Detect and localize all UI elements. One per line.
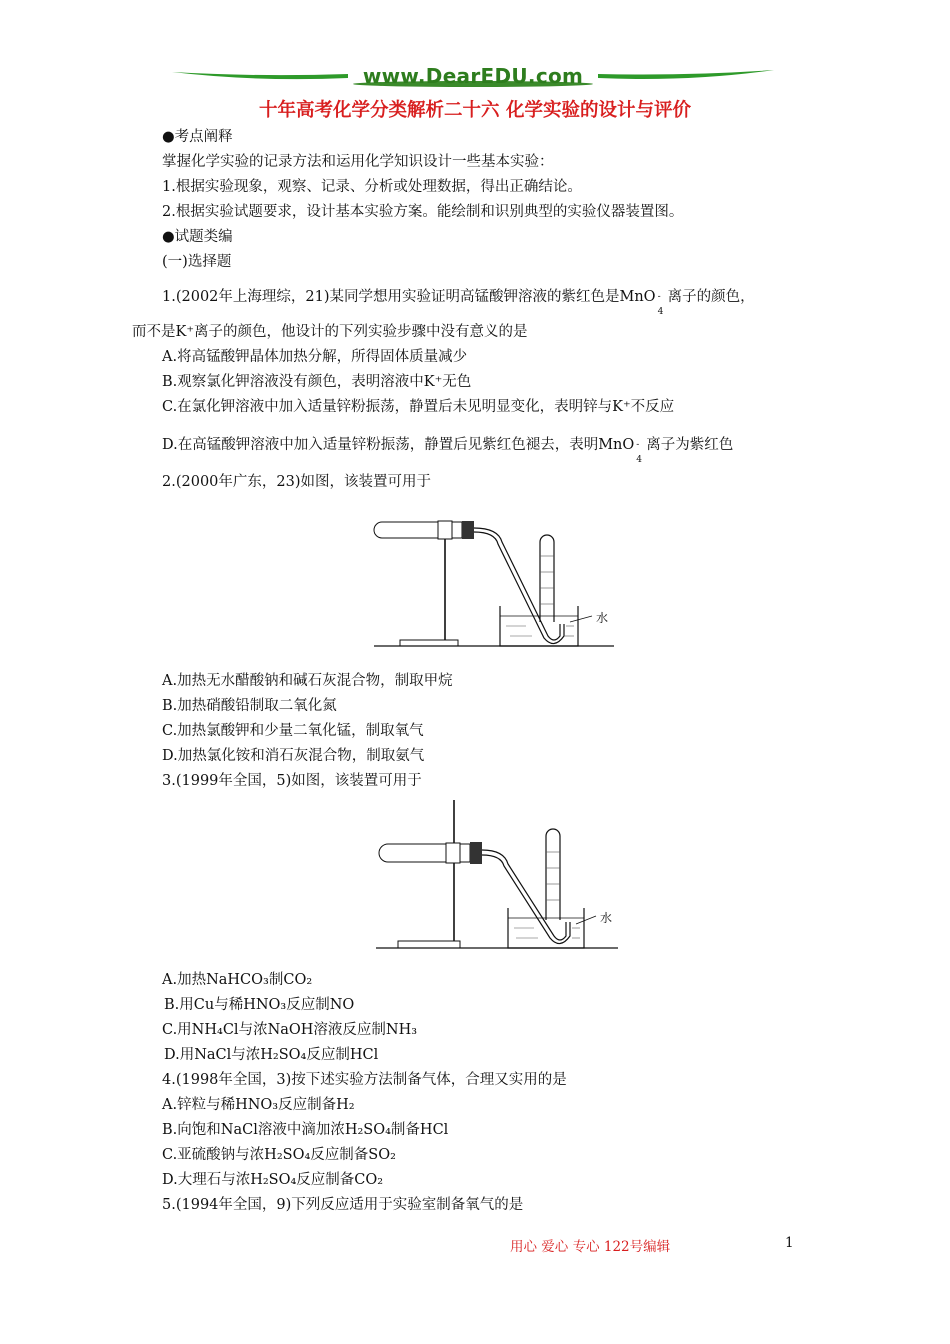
option-d: D.加热氯化铵和消石灰混合物，制取氨气 xyxy=(162,748,425,764)
section-heading: ●考点阐释 xyxy=(162,129,233,145)
apparatus-diagram-2 xyxy=(374,798,624,954)
option-c: C.加热氯酸钾和少量二氧化锰，制取氧气 xyxy=(162,723,424,739)
option-a: A.锌粒与稀HNO₃反应制备H₂ xyxy=(162,1097,355,1113)
option-a: A.加热NaHCO₃制CO₂ xyxy=(162,972,313,988)
question-stem: 3.(1999年全国，5)如图，该装置可用于 xyxy=(162,773,422,789)
question-stem: 1.(2002年上海理综，21)某同学想用实验证明高锰酸钾溶液的紫红色是MnO - 4 离子的颜色， xyxy=(162,289,755,317)
water-label: 水 xyxy=(600,911,613,925)
list-item: 2.根据实验试题要求，设计基本实验方案。能绘制和识别典型的实验仪器装置图。 xyxy=(162,204,684,220)
option-a: A.加热无水醋酸钠和碱石灰混合物，制取甲烷 xyxy=(162,673,453,689)
option-b: B.观察氯化钾溶液没有颜色，表明溶液中K⁺无色 xyxy=(162,374,472,390)
option-c: C.在氯化钾溶液中加入适量锌粉振荡，静置后未见明显变化，表明锌与K⁺不反应 xyxy=(162,399,675,415)
list-item: 1.根据实验现象，观察、记录、分析或处理数据，得出正确结论。 xyxy=(162,179,582,195)
question-stem: 4.(1998年全国，3)按下述实验方法制备气体，合理又实用的是 xyxy=(162,1072,567,1088)
option-b: B.用Cu与稀HNO₃反应制NO xyxy=(164,997,355,1013)
intro-text: 掌握化学实验的记录方法和运用化学知识设计一些基本实验： xyxy=(162,154,554,170)
option-text: D.在高锰酸钾溶液中加入适量锌粉振荡，静置后见紫红色褪去，表明MnO xyxy=(162,437,635,453)
footer-text: 用心 爱心 专心 122号编辑 xyxy=(510,1239,671,1255)
question-stem-continued: 而不是K⁺离子的颜色，他设计的下列实验步骤中没有意义的是 xyxy=(132,324,528,340)
page-number: 1 xyxy=(785,1235,794,1251)
subsection-heading: (一)选择题 xyxy=(162,254,232,270)
option-b: B.向饱和NaCl溶液中滴加浓H₂SO₄制备HCl xyxy=(162,1122,449,1138)
page-title: 十年高考化学分类解析二十六 化学实验的设计与评价 xyxy=(259,100,691,121)
option-a: A.将高锰酸钾晶体加热分解，所得固体质量减少 xyxy=(162,349,468,365)
option-d: D.大理石与浓H₂SO₄反应制备CO₂ xyxy=(162,1172,384,1188)
question-stem: 2.(2000年广东，23)如图，该装置可用于 xyxy=(162,474,431,490)
water-label: 水 xyxy=(596,611,609,625)
option-c: C.亚硫酸钠与浓H₂SO₄反应制备SO₂ xyxy=(162,1147,396,1163)
option-d: D.用NaCl与浓H₂SO₄反应制HCl xyxy=(164,1047,379,1063)
stem-text: 离子的颜色， xyxy=(667,289,755,305)
question-stem: 5.(1994年全国，9)下列反应适用于实验室制备氧气的是 xyxy=(162,1197,524,1213)
site-banner xyxy=(168,60,778,96)
option-b: B.加热硝酸铅制取二氧化氮 xyxy=(162,698,337,714)
option-c: C.用NH₄Cl与浓NaOH溶液反应制NH₃ xyxy=(162,1022,418,1038)
apparatus-diagram-1 xyxy=(370,512,620,652)
stem-text: 1.(2002年上海理综，21)某同学想用实验证明高锰酸钾溶液的紫红色是MnO xyxy=(162,289,656,305)
option-text: 离子为紫红色 xyxy=(646,437,734,453)
section-heading: ●试题类编 xyxy=(162,229,233,245)
site-url: www.DearEDU.com xyxy=(362,64,584,88)
option-d: D.在高锰酸钾溶液中加入适量锌粉振荡，静置后见紫红色褪去，表明MnO - 4 离子为紫红色 xyxy=(162,437,734,465)
